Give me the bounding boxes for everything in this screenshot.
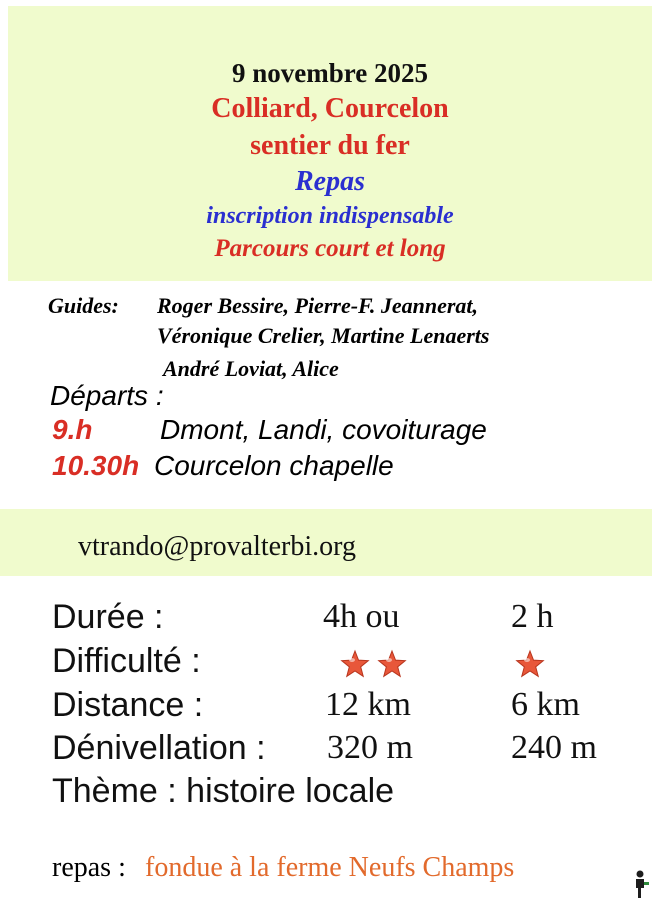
guides-label: Guides: xyxy=(48,293,119,318)
departure-time: 10.30h xyxy=(52,450,140,481)
elevation-label: Dénivellation : xyxy=(52,729,266,767)
contact-email[interactable]: vtrando@provalterbi.org xyxy=(78,531,356,562)
guides-line-1: Roger Bessire, Pierre-F. Jeannerat, xyxy=(157,293,479,318)
duration-label: Durée : xyxy=(52,598,164,636)
difficulty-star-icon xyxy=(340,649,370,679)
theme-row xyxy=(52,772,394,811)
meal-label: repas : xyxy=(52,852,126,883)
difficulty-star-icon xyxy=(515,649,545,679)
meal-value: fondue à la ferme Neufs Champs xyxy=(145,852,515,883)
difficulty-label: Difficulté : xyxy=(52,642,201,680)
theme-value: histoire locale xyxy=(186,772,395,810)
distance-short: 6 km xyxy=(511,686,580,723)
duration-short: 2 h xyxy=(511,598,554,635)
courses-notice: Parcours court et long xyxy=(214,235,446,262)
event-date: 9 novembre 2025 xyxy=(232,58,428,88)
theme-label: Thème : xyxy=(52,772,177,810)
difficulty-star-icon xyxy=(377,649,407,679)
distance-long: 12 km xyxy=(325,686,411,723)
departure-time: 9.h xyxy=(52,414,93,445)
guides-line-2: Véronique Crelier, Martine Lenaerts xyxy=(157,323,490,348)
event-meal: Repas xyxy=(295,166,365,197)
contact-band xyxy=(0,509,652,576)
event-trail: sentier du fer xyxy=(250,130,410,161)
event-place: Colliard, Courcelon xyxy=(211,93,449,124)
duration-long: 4h ou xyxy=(323,598,400,635)
guides-line-3: André Loviat, Alice xyxy=(163,356,339,381)
departure-place: Courcelon chapelle xyxy=(154,450,394,481)
accessibility-icon[interactable] xyxy=(626,868,652,900)
elevation-short: 240 m xyxy=(511,729,597,766)
signup-notice: inscription indispensable xyxy=(206,203,454,229)
departure-place: Dmont, Landi, covoiturage xyxy=(160,414,487,445)
elevation-long: 320 m xyxy=(327,729,413,766)
event-header xyxy=(8,6,652,281)
departures-title: Départs : xyxy=(50,380,164,411)
distance-label: Distance : xyxy=(52,686,204,724)
